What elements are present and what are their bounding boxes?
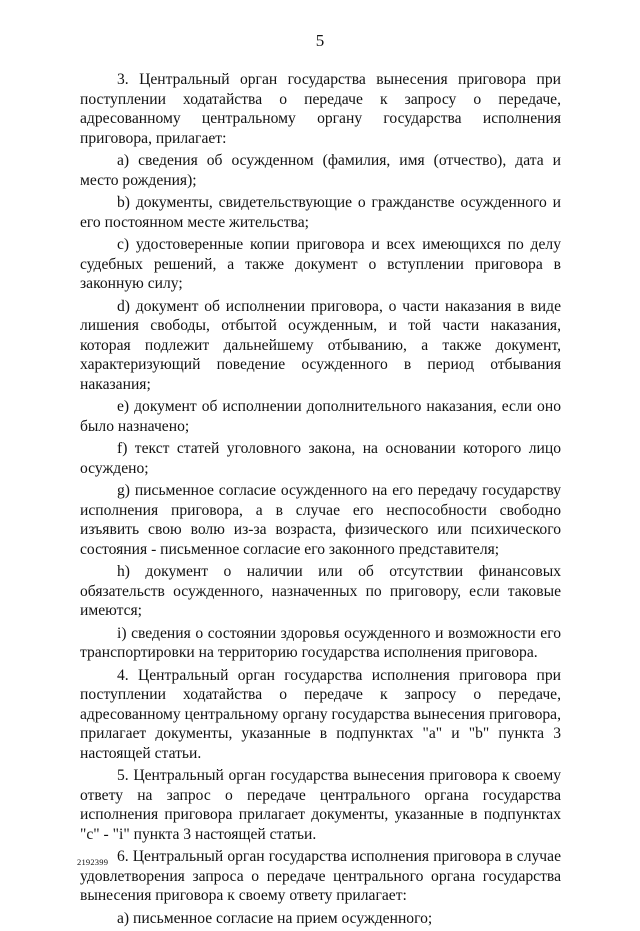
document-code: 2192399	[77, 857, 109, 867]
subparagraph-3c: c) удостоверенные копии приговора и всех имеющихся по делу судебных решений, а также документ о вступлении приговора в законную силу;	[80, 236, 561, 292]
subparagraph-3i: i) сведения о состоянии здоровья осужденного и возможности его транспортировки на территорию государства исполнения приговора.	[80, 624, 561, 661]
paragraph-3: 3. Центральный орган государства вынесения приговора при поступлении ходатайства о передаче к запросу о передаче, адресованному центральному органу государства исполнения приговора, прилагает:	[80, 71, 561, 147]
subparagraph-3h: h) документ о наличии или об отсутствии финансовых обязательств осужденного, назначенных по приговору, если таковые имеются;	[80, 563, 561, 619]
subparagraph-3d: d) документ об исполнении приговора, о части наказания в виде лишения свободы, отбытой осужденным, и той части наказания, которая подлежит дальнейшему отбыванию, а также документ, характеризующий поведение осужденного в период отбывания наказания;	[80, 297, 561, 393]
subparagraph-3b: b) документы, свидетельствующие о гражданстве осужденного и его постоянном месте жительства;	[80, 194, 561, 231]
paragraph-5: 5. Центральный орган государства вынесения приговора к своему ответу на запрос о передаче центрального органа государства исполнения приговора прилагает документы, указанные в подпунктах "c" - "i" пункта 3 настоящей статьи.	[80, 767, 561, 843]
page-number: 5	[315, 31, 325, 50]
subparagraph-3e: e) документ об исполнении дополнительного наказания, если оно было назначено;	[80, 398, 561, 435]
subparagraph-3f: f) текст статей уголовного закона, на основании которого лицо осуждено;	[80, 440, 561, 477]
paragraph-4: 4. Центральный орган государства исполнения приговора при поступлении ходатайства о передаче к запросу о передаче, адресованному центральному органу государства вынесения приговора, прилагает документы, указанные в подпунктах "a" и "b" пункта 3 настоящей статьи.	[80, 666, 561, 762]
subparagraph-3a: a) сведения об осужденном (фамилия, имя (отчество), дата и место рождения);	[80, 152, 561, 189]
subparagraph-6a: a) письменное согласие на прием осужденного;	[117, 909, 433, 927]
document-body	[80, 70, 561, 931]
subparagraph-3g: g) письменное согласие осужденного на его передачу государству исполнения приговора, а в случае его неспособности свободно изъявить свою волю из-за возраста, физического или психического состояния - письменное согласие его законного представителя;	[80, 482, 561, 558]
paragraph-6: 6. Центральный орган государства исполнения приговора в случае удовлетворения запроса о передаче центрального органа государства вынесения приговора к своему ответу прилагает:	[80, 848, 561, 904]
